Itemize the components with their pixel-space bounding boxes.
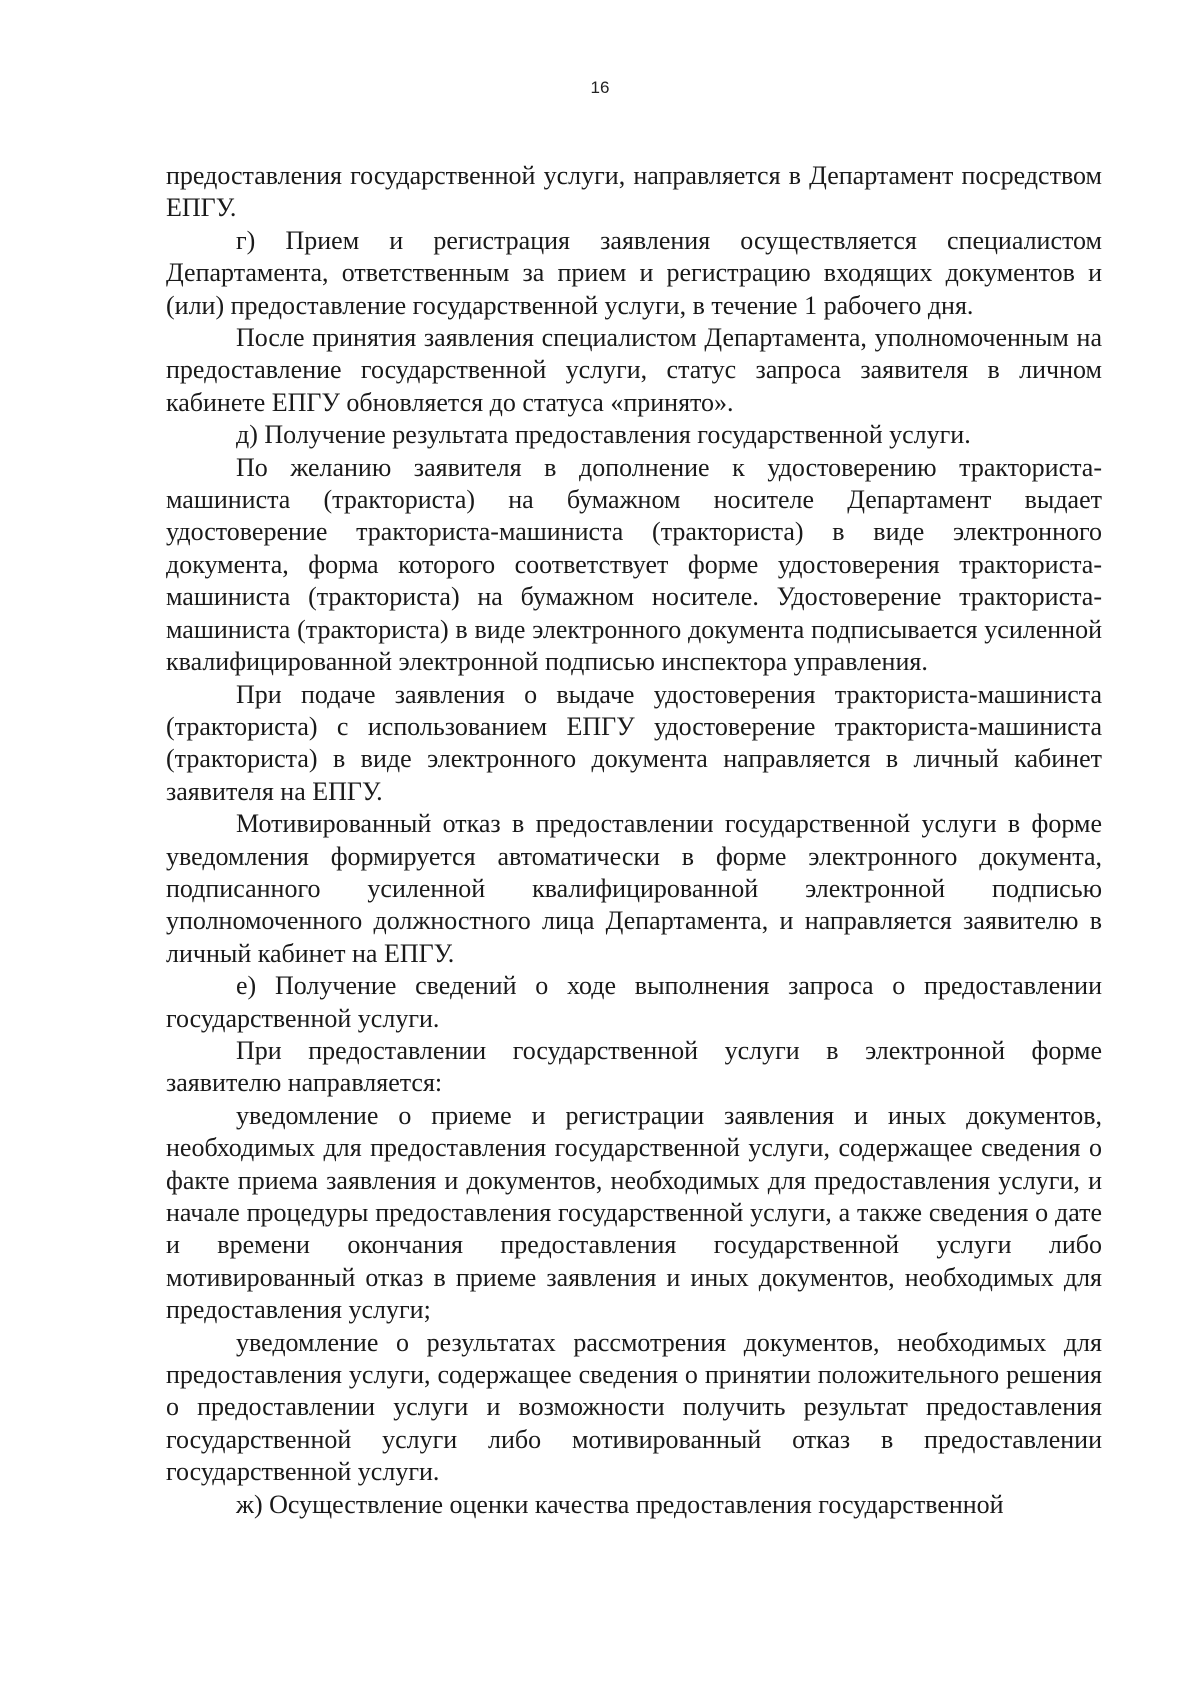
page-number: 16 (590, 78, 610, 97)
paragraph: предоставления государственной услуги, направляется в Департамент посредством ЕПГУ. (166, 161, 1102, 223)
paragraph: уведомление о приеме и регистрации заявления и иных документов, необходимых для предоставления государственной услуги, содержащее сведения о факте приема заявления и документов, необходимых для предоставления услуги, и начале процедуры предоставления государственной услуги, а также сведения о дате и времени окончания предоставления государственной услуги либо мотивированный отказ в приеме заявления и иных документов, необходимых для предоставления услуги; (166, 1100, 1102, 1325)
paragraph: д) Получение результата предоставления государственной услуги. (236, 420, 971, 450)
paragraph: уведомление о результатах рассмотрения документов, необходимых для предоставления услуги, содержащее сведения о принятии положительного решения о предоставлении услуги и возможности получить результат предоставления государственной услуги либо мотивированный отказ в предоставлении государственной услуги. (166, 1327, 1102, 1487)
paragraph: е) Получение сведений о ходе выполнения запроса о предоставлении государственной услуги. (166, 971, 1102, 1033)
paragraph: При предоставлении государственной услуги в электронной форме заявителю направляется: (166, 1035, 1102, 1098)
paragraph: г) Прием и регистрация заявления осуществляется специалистом Департамента, ответственным за прием и регистрацию входящих документов и (или) предоставление государственной услуги, в течение 1 рабочего дня. (166, 225, 1102, 320)
document-body (166, 160, 1102, 1521)
paragraph: Мотивированный отказ в предоставлении государственной услуги в форме уведомления формируется автоматически в форме электронного документа, подписанного усиленной квалифицированной электронной подписью уполномоченного должностного лица Департамента, и направляется заявителю в личный кабинет на ЕПГУ. (166, 809, 1102, 968)
paragraph: После принятия заявления специалистом Департамента, уполномоченным на предоставление государственной услуги, статус запроса заявителя в личном кабинете ЕПГУ обновляется до статуса «принято». (166, 323, 1102, 417)
paragraph: При подаче заявления о выдаче удостоверения тракториста-машиниста (тракториста) с использованием ЕПГУ удостоверение тракториста-машиниста (тракториста) в виде электронного документа направляется в личный кабинет заявителя на ЕПГУ. (166, 679, 1102, 806)
paragraph: ж) Осуществление оценки качества предоставления государственной (236, 1489, 1004, 1519)
paragraph: По желанию заявителя в дополнение к удостоверению тракториста-машиниста (тракториста) на бумажном носителе Департамент выдает удостоверение тракториста-машиниста (тракториста) в виде электронного документа, форма которого соответствует форме удостоверения тракториста-машиниста (тракториста) на бумажном носителе. Удостоверение тракториста-машиниста (тракториста) в виде электронного документа подписывается усиленной квалифицированной электронной подписью инспектора управления. (166, 452, 1102, 677)
